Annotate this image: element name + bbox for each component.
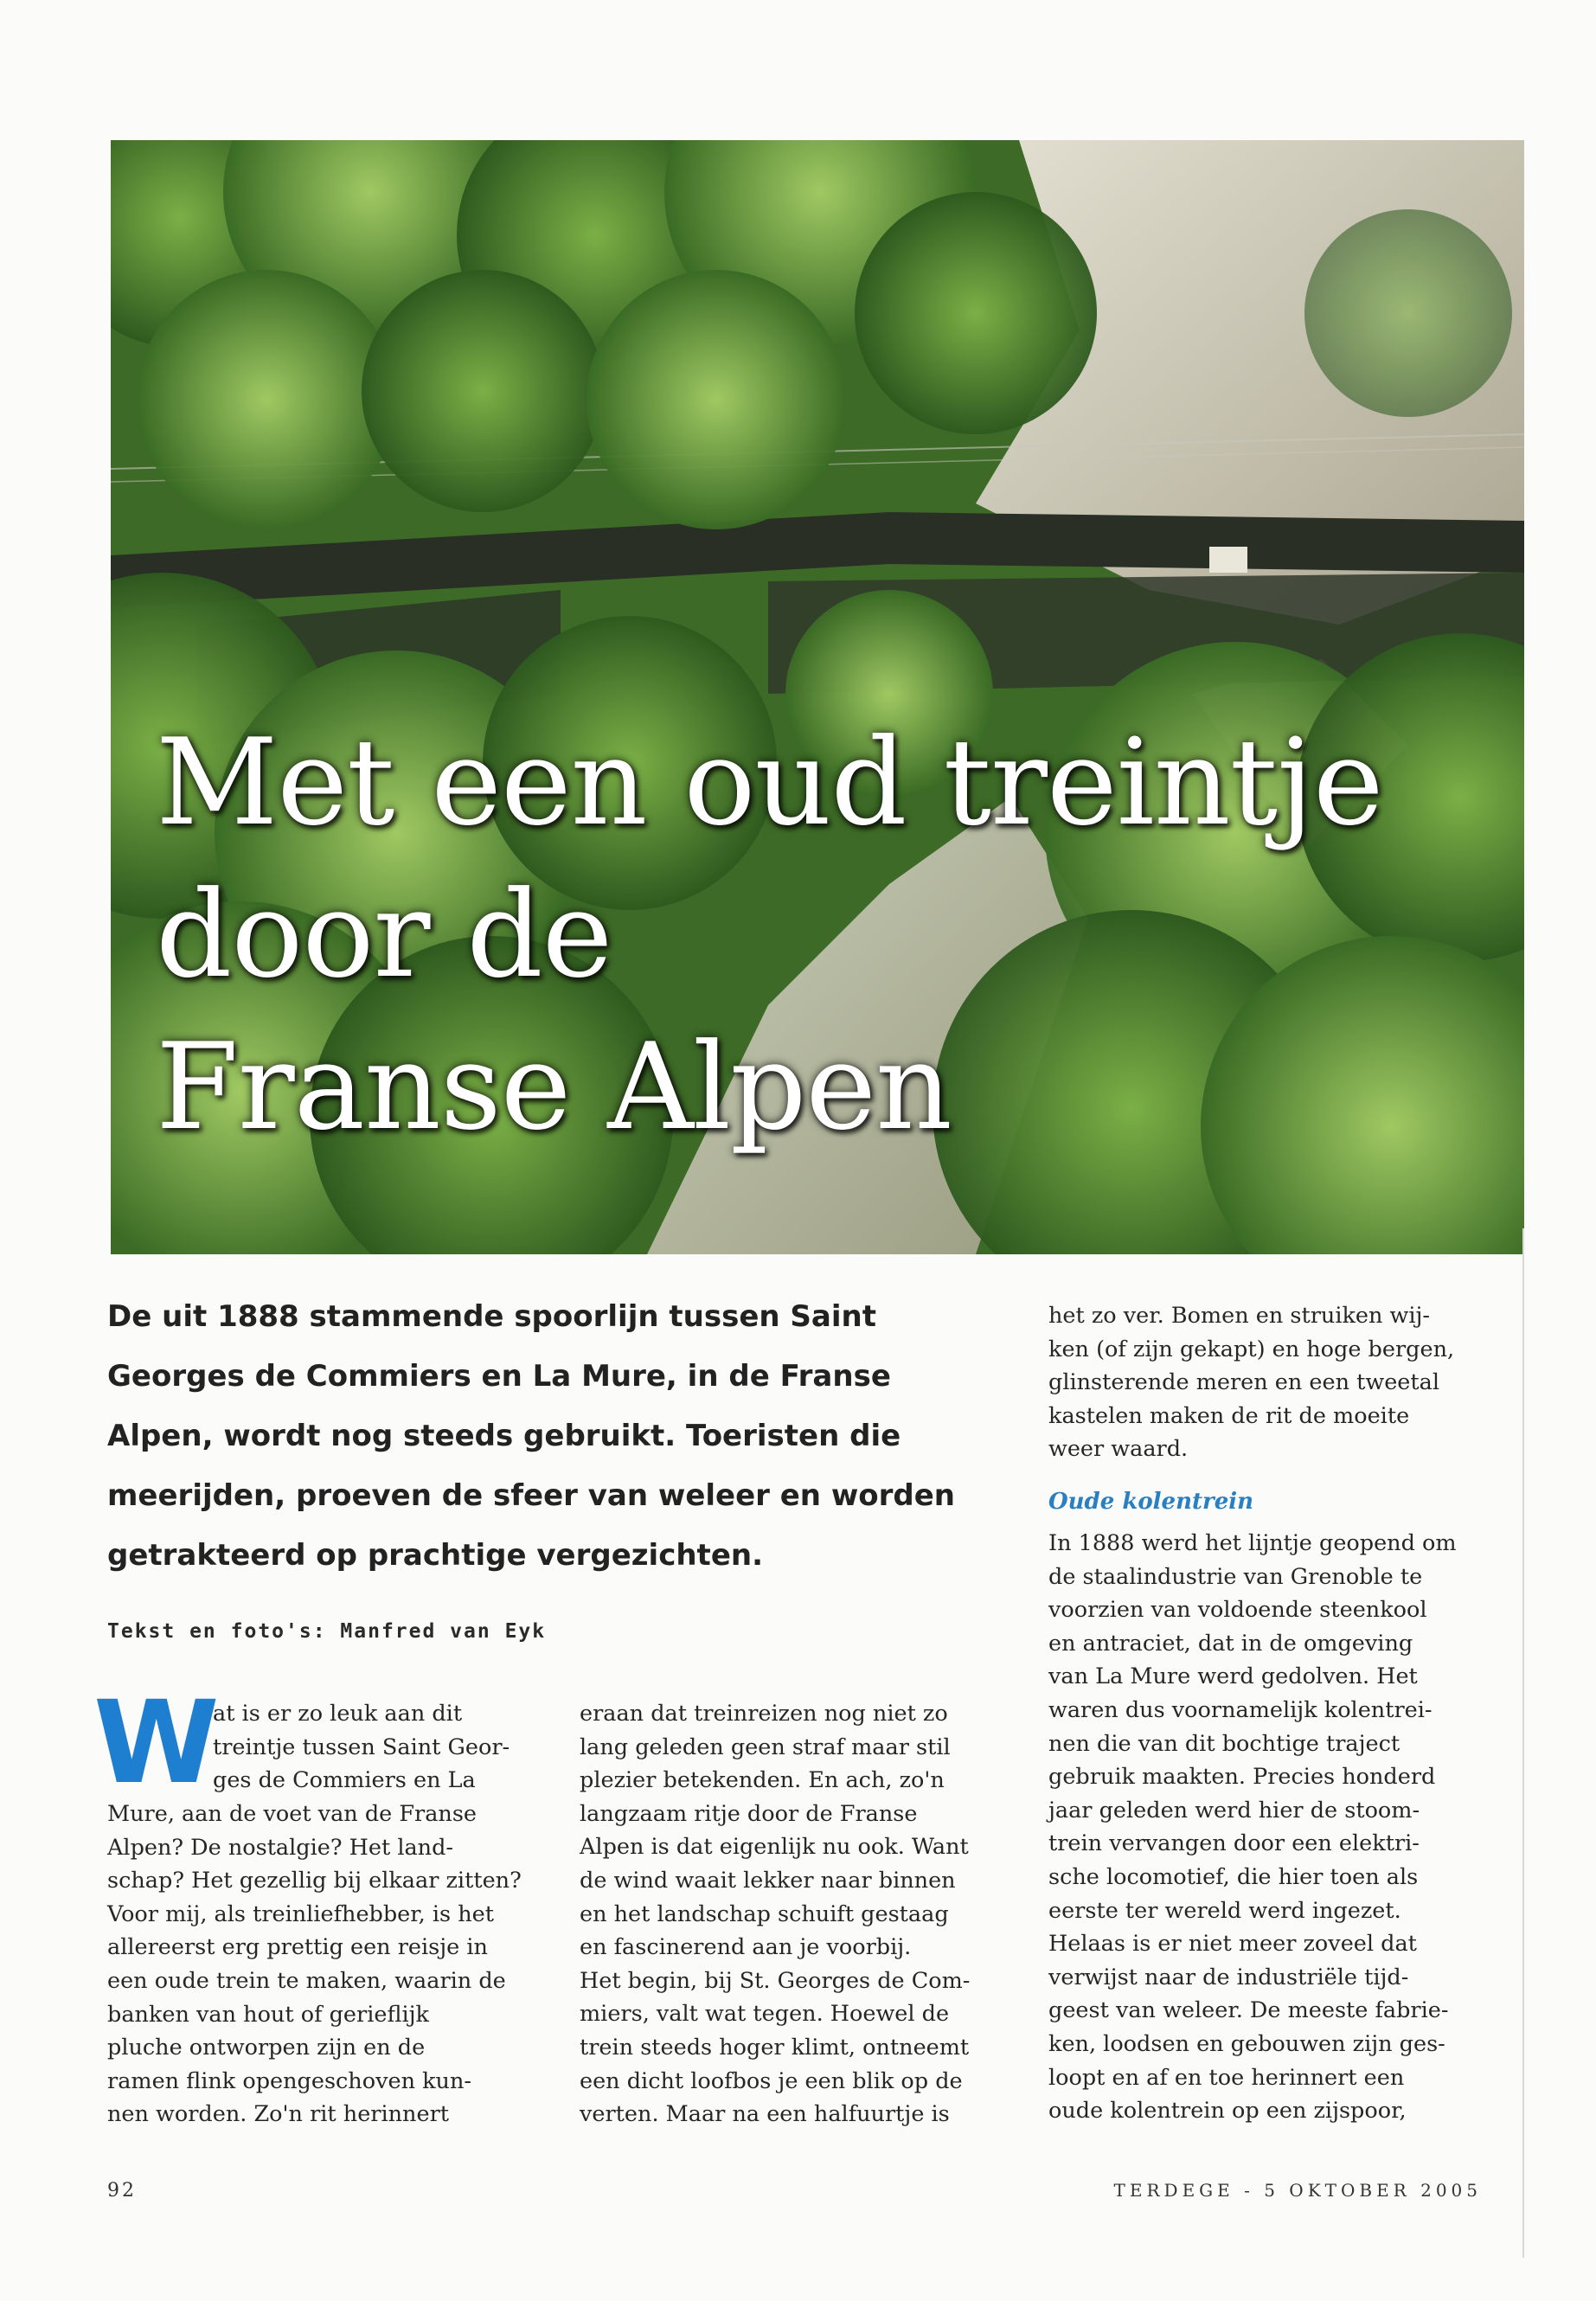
title-line-2: door de [156, 865, 612, 1004]
running-footer: TERDEGE - 5 OKTOBER 2005 [1113, 2180, 1482, 2201]
article-title [156, 707, 1383, 1163]
drop-cap: W [93, 1676, 220, 1810]
hero-photo [111, 140, 1524, 1254]
column-1-body: Mure, aan de voet van de Franse Alpen? De nostalgie? Het land- schap? Het gezellig bij elkaar zitten? Voor mij, als treinliefhebber, is het allereerst erg prettig een reisje in een oude trein te maken, waarin de banken van hout of gerieflijk pluche ontworpen zijn en de ramen flink opengeschoven kun- nen worden. Zo'n rit herinnert [107, 1801, 522, 2128]
title-line-3: Franse Alpen [156, 1017, 952, 1157]
section-subhead: Oude kolentrein [1048, 1489, 1254, 1515]
title-line-1: Met een oud treintje [156, 713, 1383, 852]
page-edge-divider [1522, 1228, 1524, 2258]
column-3-body: In 1888 werd het lijntje geopend om de staalindustrie van Grenoble te voorzien van voldoende steenkool en antraciet, dat in de omgeving van La Mure werd gedolven. Het waren dus voornamelijk kolentrei- nen die van dit bochtige traject gebruik maakten. Precies honderd jaar geleden werd hier de stoom- trein vervangen door een elektri- sche locomotief, die hier toen als eerste ter wereld werd ingezet. Helaas is er niet meer zoveel dat verwijst naar de industriële tijd- geest van weleer. De meeste fabrie- ken, loodsen en gebouwen zijn ges- loopt en af en toe herinnert een oude kolentrein op een zijspoor, [1048, 1530, 1457, 2125]
byline: Tekst en foto's: Manfred van Eyk [107, 1620, 547, 1643]
column-1-opening: at is er zo leuk aan dit treintje tussen Saint Geor- ges de Commiers en La [213, 1701, 510, 1794]
column-3-top: het zo ver. Bomen en struiken wij- ken (of zijn gekapt) en hoge bergen, glinsterende meren en een tweetal kastelen maken de rit de moeite weer waard. [1048, 1303, 1455, 1463]
page-number: 92 [107, 2180, 137, 2202]
column-2-body: eraan dat treinreizen nog niet zo lang geleden geen straf maar stil plezier betekenden. En ach, zo'n langzaam ritje door de Franse Alpen is dat eigenlijk nu ook. Want de wind waait lekker naar binnen en het landschap schuift gestaag en fascinerend aan je voorbij. Het begin, bij St. Georges de Com- miers, valt wat tegen. Hoewel de trein steeds hoger klimt, ontneemt een dicht loofbos je een blik op de verten. Maar na een halfuurtje is [580, 1701, 971, 2128]
article-intro: De uit 1888 stammende spoorlijn tussen Saint Georges de Commiers en La Mure, in de Franse Alpen, wordt nog steeds gebruikt. Toeristen die meerijden, proeven de sfeer van weleer en worden getrakteerd op prachtige vergezichten. [107, 1299, 955, 1573]
